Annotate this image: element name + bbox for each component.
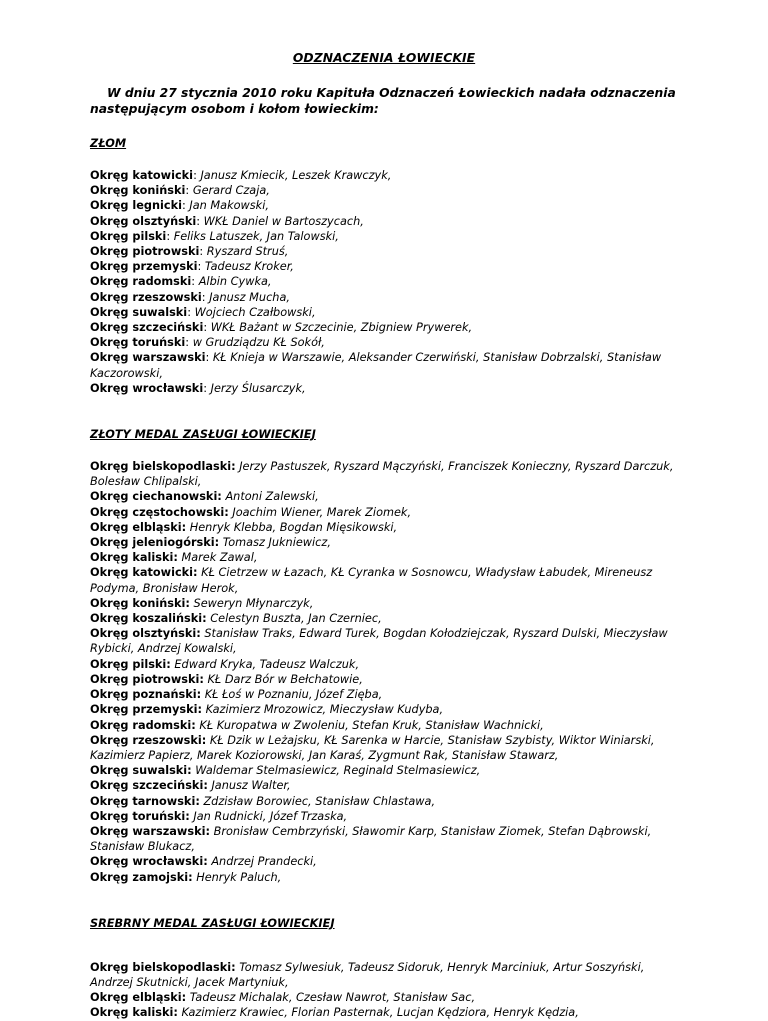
- district-entry: [90, 259, 678, 274]
- awardee-names: KŁ Darz Bór w Bełchatowie,: [207, 672, 363, 686]
- awardee-names: KŁ Knieja w Warszawie, Aleksander Czerwiński, Stanisław Dobrzalski, Stanisław Kaczorowski,: [90, 351, 662, 380]
- district-label: Okręg bielskopodlaski:: [90, 460, 236, 474]
- district-label: Okręg katowicki:: [90, 566, 198, 580]
- district-entry: [90, 854, 678, 869]
- district-entry: [90, 626, 678, 656]
- section-zloty-medal: [90, 427, 678, 885]
- section-srebrny-medal: [90, 916, 678, 1021]
- district-label: Okręg zamojski:: [90, 870, 193, 884]
- district-label: Okręg piotrowski: [90, 245, 200, 259]
- district-entry: [90, 381, 678, 396]
- district-label: Okręg suwalski:: [90, 764, 192, 778]
- district-label: Okręg kaliski:: [90, 1006, 178, 1020]
- district-entry: [90, 305, 678, 320]
- awardee-names: Jerzy Pastuszek, Ryszard Mączyński, Franciszek Konieczny, Ryszard Darczuk, Bolesław Chlipalski,: [90, 460, 674, 489]
- district-label: Okręg pilski:: [90, 657, 171, 671]
- awardee-names: Bronisław Cembrzyński, Sławomir Karp, Stanisław Ziomek, Stefan Dąbrowski, Stanisław Blukacz,: [90, 824, 652, 854]
- district-entry: [90, 596, 678, 611]
- district-label: Okręg warszawski:: [90, 824, 210, 838]
- awardee-names: KŁ Łoś w Poznaniu, Józef Zięba,: [204, 688, 383, 702]
- awardee-names: WKŁ Daniel w Bartoszycach,: [203, 214, 364, 228]
- district-entry: [90, 505, 678, 520]
- district-label: Okręg olsztyński: [90, 214, 197, 228]
- awardee-names: Henryk Paluch,: [196, 870, 282, 884]
- district-label: Okręg jeleniogórski:: [90, 536, 220, 550]
- district-entry: [90, 824, 678, 854]
- district-label: Okręg katowicki: [90, 169, 194, 182]
- district-entry: [90, 550, 678, 565]
- awardee-names: Waldemar Stelmasiewicz, Reginald Stelmasiewicz,: [195, 764, 481, 778]
- awardee-names: Tomasz Jukniewicz,: [222, 536, 331, 550]
- district-label: Okręg radomski: [90, 275, 192, 289]
- awardee-names: Kazimierz Mrozowicz, Mieczysław Kudyba,: [205, 703, 444, 717]
- separator: :: [199, 245, 207, 259]
- awardee-names: Henryk Klebba, Bogdan Mięsikowski,: [189, 520, 398, 534]
- district-entry: [90, 335, 678, 350]
- entry-list: [90, 960, 678, 1021]
- district-label: Okręg koniński: [90, 184, 186, 198]
- district-entry: [90, 718, 678, 733]
- awardee-names: Edward Kryka, Tadeusz Walczuk,: [174, 657, 360, 671]
- district-label: Okręg wrocławski: [90, 381, 204, 395]
- district-entry: [90, 687, 678, 702]
- awardee-names: Seweryn Młynarczyk,: [193, 596, 314, 610]
- district-label: Okręg warszawski: [90, 351, 206, 365]
- document-title: ODZNACZENIA ŁOWIECKIE: [292, 51, 476, 65]
- awardee-names: KŁ Dzik w Leżajsku, KŁ Sarenka w Harcie, Stanisław Szybisty, Wiktor Winiarski, Kazimierz Papierz, Marek Koziorowski, Jan Karaś, Zygmunt Rak, Stanisław Stawarz,: [90, 733, 655, 762]
- section-heading: SREBRNY MEDAL ZASŁUGI ŁOWIECKIEJ: [90, 916, 335, 930]
- district-label: Okręg olsztyński:: [90, 627, 201, 641]
- awardee-names: Janusz Mucha,: [209, 290, 290, 304]
- awardee-names: Ryszard Struś,: [206, 245, 289, 259]
- district-entry: [90, 168, 678, 183]
- district-entry: [90, 960, 678, 990]
- district-entry: [90, 672, 678, 687]
- district-label: Okręg rzeszowski:: [90, 733, 207, 747]
- separator: :: [187, 305, 195, 319]
- separator: :: [203, 381, 211, 395]
- awardee-names: Feliks Latuszek, Jan Talowski,: [173, 229, 339, 243]
- district-entry: [90, 733, 678, 763]
- district-entry: [90, 320, 678, 335]
- awardee-names: Tadeusz Kroker,: [204, 260, 294, 274]
- district-entry: [90, 763, 678, 778]
- awardee-names: Wojciech Czałbowski,: [194, 305, 316, 319]
- district-entry: [90, 702, 678, 717]
- separator: :: [197, 260, 205, 274]
- awardee-names: Zdzisław Borowiec, Stanisław Chlastawa,: [203, 794, 436, 808]
- district-entry: [90, 809, 678, 824]
- separator: :: [185, 184, 193, 198]
- district-label: Okręg koszaliński:: [90, 612, 207, 626]
- separator: :: [205, 351, 213, 365]
- awardee-names: Joachim Wiener, Marek Ziomek,: [232, 505, 412, 519]
- district-label: Okręg przemyski: [90, 260, 198, 274]
- district-entry: [90, 274, 678, 289]
- district-label: Okręg ciechanowski:: [90, 490, 222, 504]
- district-label: Okręg tarnowski:: [90, 794, 200, 808]
- district-entry: [90, 520, 678, 535]
- district-entry: [90, 1005, 678, 1020]
- awardee-names: Andrzej Prandecki,: [211, 855, 317, 869]
- awardee-names: Albin Cywka,: [198, 275, 272, 289]
- separator: :: [191, 275, 199, 289]
- district-label: Okręg przemyski:: [90, 703, 203, 717]
- separator: :: [201, 290, 210, 304]
- awardee-names: w Grudziądzu KŁ Sokół,: [192, 336, 325, 350]
- awardee-names: Tomasz Sylwesiuk, Tadeusz Sidoruk, Henryk Marciniuk, Artur Soszyński, Andrzej Skutnicki, Jacek Martyniuk,: [90, 960, 645, 989]
- district-entry: [90, 459, 678, 489]
- district-label: Okręg radomski:: [90, 718, 196, 732]
- awardee-names: Antoni Zalewski,: [225, 490, 319, 504]
- awardee-names: Jan Rudnicki, Józef Trzaska,: [193, 809, 348, 823]
- district-label: Okręg bielskopodlaski:: [90, 960, 236, 974]
- district-label: Okręg legnicki: [90, 199, 182, 213]
- district-entry: [90, 870, 678, 885]
- awardee-names: Tadeusz Michalak, Czesław Nawrot, Stanisław Sac,: [189, 991, 476, 1005]
- awardee-names: WKŁ Bażant w Szczecinie, Zbigniew Prywerek,: [210, 321, 473, 335]
- district-label: Okręg piotrowski:: [90, 672, 204, 686]
- district-entry: [90, 183, 678, 198]
- district-label: Okręg elbląski:: [90, 991, 187, 1005]
- document-intro: W dniu 27 stycznia 2010 roku Kapituła Odznaczeń Łowieckich nadała odznaczenia następującym osobom i kołom łowieckim:: [90, 86, 676, 116]
- district-label: Okręg pilski: [90, 229, 167, 243]
- district-label: Okręg częstochowski:: [90, 505, 229, 519]
- district-entry: [90, 657, 678, 672]
- separator: :: [182, 199, 190, 213]
- district-label: Okręg koniński:: [90, 596, 190, 610]
- district-label: Okręg elbląski:: [90, 520, 187, 534]
- district-entry: [90, 214, 678, 229]
- separator: :: [166, 229, 174, 243]
- awardee-names: Marek Zawal,: [181, 551, 258, 565]
- awardee-names: Jerzy Ślusarczyk,: [210, 381, 306, 395]
- district-entry: [90, 489, 678, 504]
- district-label: Okręg szczeciński:: [90, 779, 208, 793]
- district-entry: [90, 611, 678, 626]
- district-entry: [90, 778, 678, 793]
- district-entry: [90, 198, 678, 213]
- district-label: Okręg toruński:: [90, 809, 190, 823]
- district-entry: [90, 794, 678, 809]
- awardee-names: Celestyn Buszta, Jan Czerniec,: [210, 612, 382, 626]
- separator: :: [196, 214, 204, 228]
- district-entry: [90, 244, 678, 259]
- district-label: Okręg rzeszowski: [90, 290, 202, 304]
- awardee-names: Kazimierz Krawiec, Florian Pasternak, Lucjan Kędziora, Henryk Kędzia,: [181, 1006, 579, 1020]
- district-label: Okręg suwalski: [90, 305, 188, 319]
- awardee-names: Stanisław Traks, Edward Turek, Bogdan Kołodziejczak, Ryszard Dulski, Mieczysław Rybicki, Andrzej Kowalski,: [90, 627, 668, 656]
- district-label: Okręg toruński: [90, 336, 186, 350]
- district-label: Okręg wrocławski:: [90, 855, 208, 869]
- section-heading: ZŁOM: [90, 137, 127, 150]
- separator: :: [193, 169, 201, 182]
- awardee-names: KŁ Cietrzew w Łazach, KŁ Cyranka w Sosnowcu, Władysław Łabudek, Mireneusz Podyma, Bronisław Herok,: [90, 566, 653, 595]
- section-heading: ZŁOTY MEDAL ZASŁUGI ŁOWIECKIEJ: [90, 428, 316, 442]
- district-label: Okręg poznański:: [90, 688, 202, 702]
- separator: :: [203, 321, 211, 335]
- awardee-names: Janusz Kmiecik, Leszek Krawczyk,: [200, 169, 392, 182]
- district-entry: [90, 229, 678, 244]
- awardee-names: Gerard Czaja,: [192, 184, 270, 198]
- separator: :: [185, 336, 193, 350]
- entry-list: [90, 168, 678, 396]
- district-entry: [90, 990, 678, 1005]
- district-label: Okręg kaliski:: [90, 551, 178, 565]
- entry-list: [90, 459, 678, 885]
- section-zlom: [90, 136, 678, 396]
- awardee-names: Janusz Walter,: [211, 779, 291, 793]
- awardee-names: KŁ Kuropatwa w Zwoleniu, Stefan Kruk, Stanisław Wachnicki,: [199, 718, 544, 732]
- district-entry: [90, 535, 678, 550]
- district-label: Okręg szczeciński: [90, 321, 204, 335]
- district-entry: [90, 565, 678, 595]
- district-entry: [90, 350, 678, 380]
- awardee-names: Jan Makowski,: [189, 199, 269, 213]
- district-entry: [90, 290, 678, 305]
